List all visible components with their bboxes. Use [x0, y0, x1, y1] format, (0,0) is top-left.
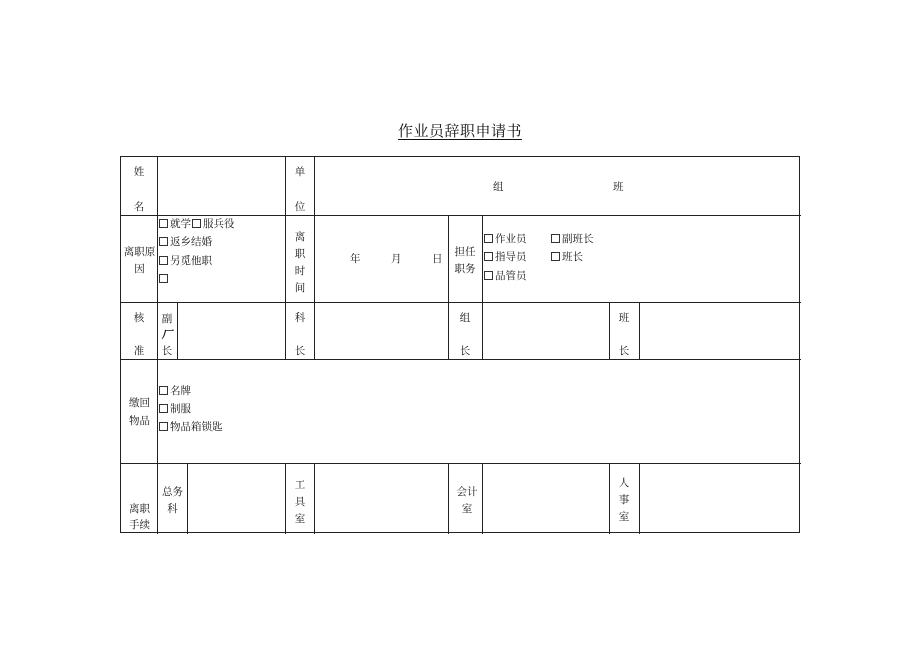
shift-leader-label-2: 长	[618, 345, 630, 357]
position-option-vice-leader: 副班长	[551, 233, 594, 245]
column-divider	[314, 302, 315, 359]
column-divider	[482, 463, 483, 534]
checkbox-military[interactable]	[192, 219, 201, 228]
checkbox-badge[interactable]	[159, 386, 168, 395]
column-divider	[187, 463, 188, 534]
procedure-label-1: 离职	[129, 503, 150, 515]
day-label: 日	[432, 253, 443, 265]
column-divider	[285, 157, 286, 302]
column-divider	[314, 157, 315, 302]
group-leader-label-2: 长	[459, 345, 471, 357]
column-divider	[448, 215, 449, 302]
row-divider	[121, 463, 801, 464]
accounting-label-1: 会计	[456, 486, 478, 498]
column-divider	[314, 463, 315, 534]
page-title: 作业员辞职申请书	[397, 122, 522, 140]
column-divider	[448, 463, 449, 534]
position-option-operator: 作业员	[484, 233, 527, 245]
unit-label-2: 位	[294, 201, 306, 213]
return-label-1: 缴回	[129, 397, 150, 409]
row-divider	[121, 215, 801, 216]
column-divider	[482, 215, 483, 302]
unit-label-1: 单	[294, 166, 306, 178]
shift-label: 班	[613, 181, 624, 193]
column-divider	[448, 302, 449, 359]
position-label-1: 担任	[454, 246, 476, 258]
position-label-2: 职务	[454, 263, 476, 275]
checkbox-marriage[interactable]	[159, 237, 168, 246]
section-chief-label-2: 长	[294, 345, 306, 357]
row-divider	[121, 302, 801, 303]
column-divider	[639, 302, 640, 359]
checkbox-uniform[interactable]	[159, 404, 168, 413]
general-affairs-label-2: 科	[167, 503, 178, 515]
column-divider	[609, 463, 610, 534]
reason-option-marriage: 返乡结婚	[159, 236, 212, 248]
name-field[interactable]	[158, 158, 284, 214]
date-label: 离 职 时 间	[294, 231, 306, 294]
checkbox-vice-leader[interactable]	[551, 234, 560, 243]
name-label-1: 姓	[133, 166, 145, 178]
return-item-locker-key: 物品箱锁匙	[159, 421, 223, 433]
row-divider	[121, 359, 801, 360]
checkbox-newjob[interactable]	[159, 256, 168, 265]
name-label-2: 名	[133, 201, 145, 213]
reason-option-other	[159, 273, 170, 285]
return-label-2: 物品	[129, 415, 150, 427]
group-leader-label-1: 组	[459, 312, 471, 324]
checkbox-instructor[interactable]	[484, 252, 493, 261]
shift-leader-label-1: 班	[618, 312, 630, 324]
column-divider	[285, 463, 286, 534]
checkbox-qc[interactable]	[484, 271, 493, 280]
accounting-label-2: 室	[461, 503, 473, 515]
column-divider	[177, 302, 178, 359]
checkbox-study[interactable]	[159, 219, 168, 228]
reason-option-newjob: 另觅他职	[159, 255, 212, 267]
group-label: 组	[493, 181, 504, 193]
column-divider	[482, 302, 483, 359]
column-divider	[639, 463, 640, 534]
checkbox-leader[interactable]	[551, 252, 560, 261]
section-chief-label-1: 科	[294, 312, 306, 324]
tools-room-label: 工 具 室	[294, 479, 306, 525]
position-option-leader: 班长	[551, 251, 583, 263]
checkbox-locker-key[interactable]	[159, 422, 168, 431]
column-divider	[285, 302, 286, 359]
position-option-qc: 品管员	[484, 270, 527, 282]
checkbox-operator[interactable]	[484, 234, 493, 243]
reason-option-line1: 就学 服兵役	[159, 218, 235, 230]
checkbox-other[interactable]	[159, 274, 168, 283]
procedure-label-2: 手续	[129, 519, 150, 531]
return-item-badge: 名牌	[159, 385, 191, 397]
general-affairs-label-1: 总务	[162, 486, 183, 498]
reason-label-1: 离职原	[123, 246, 156, 258]
month-label: 月	[391, 253, 402, 265]
position-option-instructor: 指导员	[484, 251, 527, 263]
approve-label-2: 准	[133, 345, 145, 357]
column-divider	[609, 302, 610, 359]
deputy-factory-label: 副 厂 长	[161, 313, 173, 357]
resignation-form-table	[120, 156, 800, 533]
personnel-room-label: 人 事 室	[618, 477, 630, 523]
return-item-uniform: 制服	[159, 403, 191, 415]
year-label: 年	[350, 253, 361, 265]
reason-label-2: 因	[134, 263, 145, 275]
approve-label-1: 核	[133, 312, 145, 324]
